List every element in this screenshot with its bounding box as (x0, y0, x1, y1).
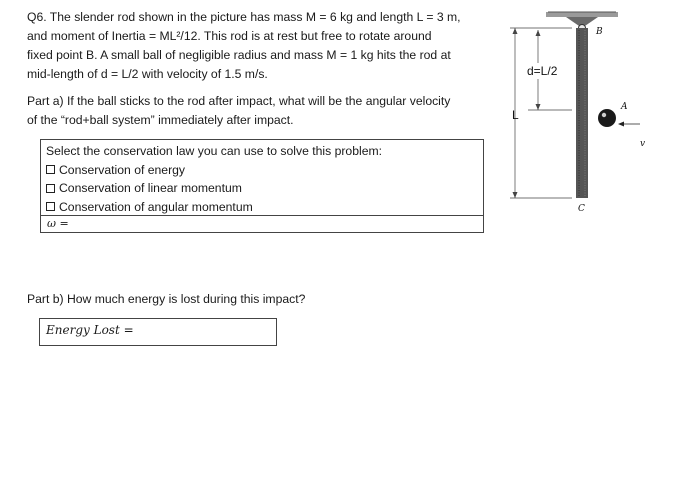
rod-diagram (500, 6, 695, 226)
energy-lost-label: Energy Lost = (46, 323, 134, 337)
part-b-answer-box (39, 318, 277, 346)
question-line-2: and moment of Inertia = ML²/12. This rod is at rest but free to rotate around (27, 29, 432, 43)
option-energy-label: Conservation of energy (59, 162, 186, 177)
checkbox-angular-momentum[interactable] (46, 202, 55, 211)
conservation-law-selector (41, 140, 483, 216)
question-text (27, 8, 487, 84)
energy-lost-input[interactable] (140, 323, 274, 341)
label-l: L (512, 108, 519, 122)
option-energy[interactable] (46, 161, 478, 180)
part-a-answer-box (40, 139, 484, 233)
select-prompt: Select the conservation law you can use to solve this problem: (46, 144, 383, 158)
option-angular-momentum-label: Conservation of angular momentum (59, 199, 253, 214)
checkbox-energy[interactable] (46, 165, 55, 174)
option-linear-momentum-label: Conservation of linear momentum (59, 181, 242, 195)
part-a-line-2: of the “rod+ball system” immediately after impact. (27, 113, 294, 127)
label-c: C (578, 204, 585, 214)
omega-input[interactable] (75, 217, 479, 233)
question-line-1: Q6. The slender rod shown in the picture has mass M = 6 kg and length L = 3 m, (27, 10, 461, 24)
part-a-text (27, 92, 487, 130)
ball (598, 109, 616, 127)
question-line-4: mid-length of d = L/2 with velocity of 1.5 m/s. (27, 67, 268, 81)
question-line-3: fixed point B. A small ball of negligible radius and mass M = 1 kg hits the rod at (27, 48, 451, 62)
option-linear-momentum[interactable] (46, 179, 478, 198)
checkbox-linear-momentum[interactable] (46, 184, 55, 193)
label-d: d=L/2 (527, 64, 558, 78)
part-a-line-1: Part a) If the ball sticks to the rod after impact, what will be the angular velocity (27, 94, 451, 108)
ceiling-support (546, 12, 618, 17)
part-b-prompt: Part b) How much energy is lost during this impact? (27, 292, 306, 306)
option-angular-momentum[interactable] (46, 198, 478, 217)
omega-label: ω = (47, 217, 69, 230)
slender-rod (576, 28, 588, 198)
label-a: A (621, 102, 628, 112)
label-v: v (640, 139, 646, 149)
label-b: B (596, 27, 603, 37)
